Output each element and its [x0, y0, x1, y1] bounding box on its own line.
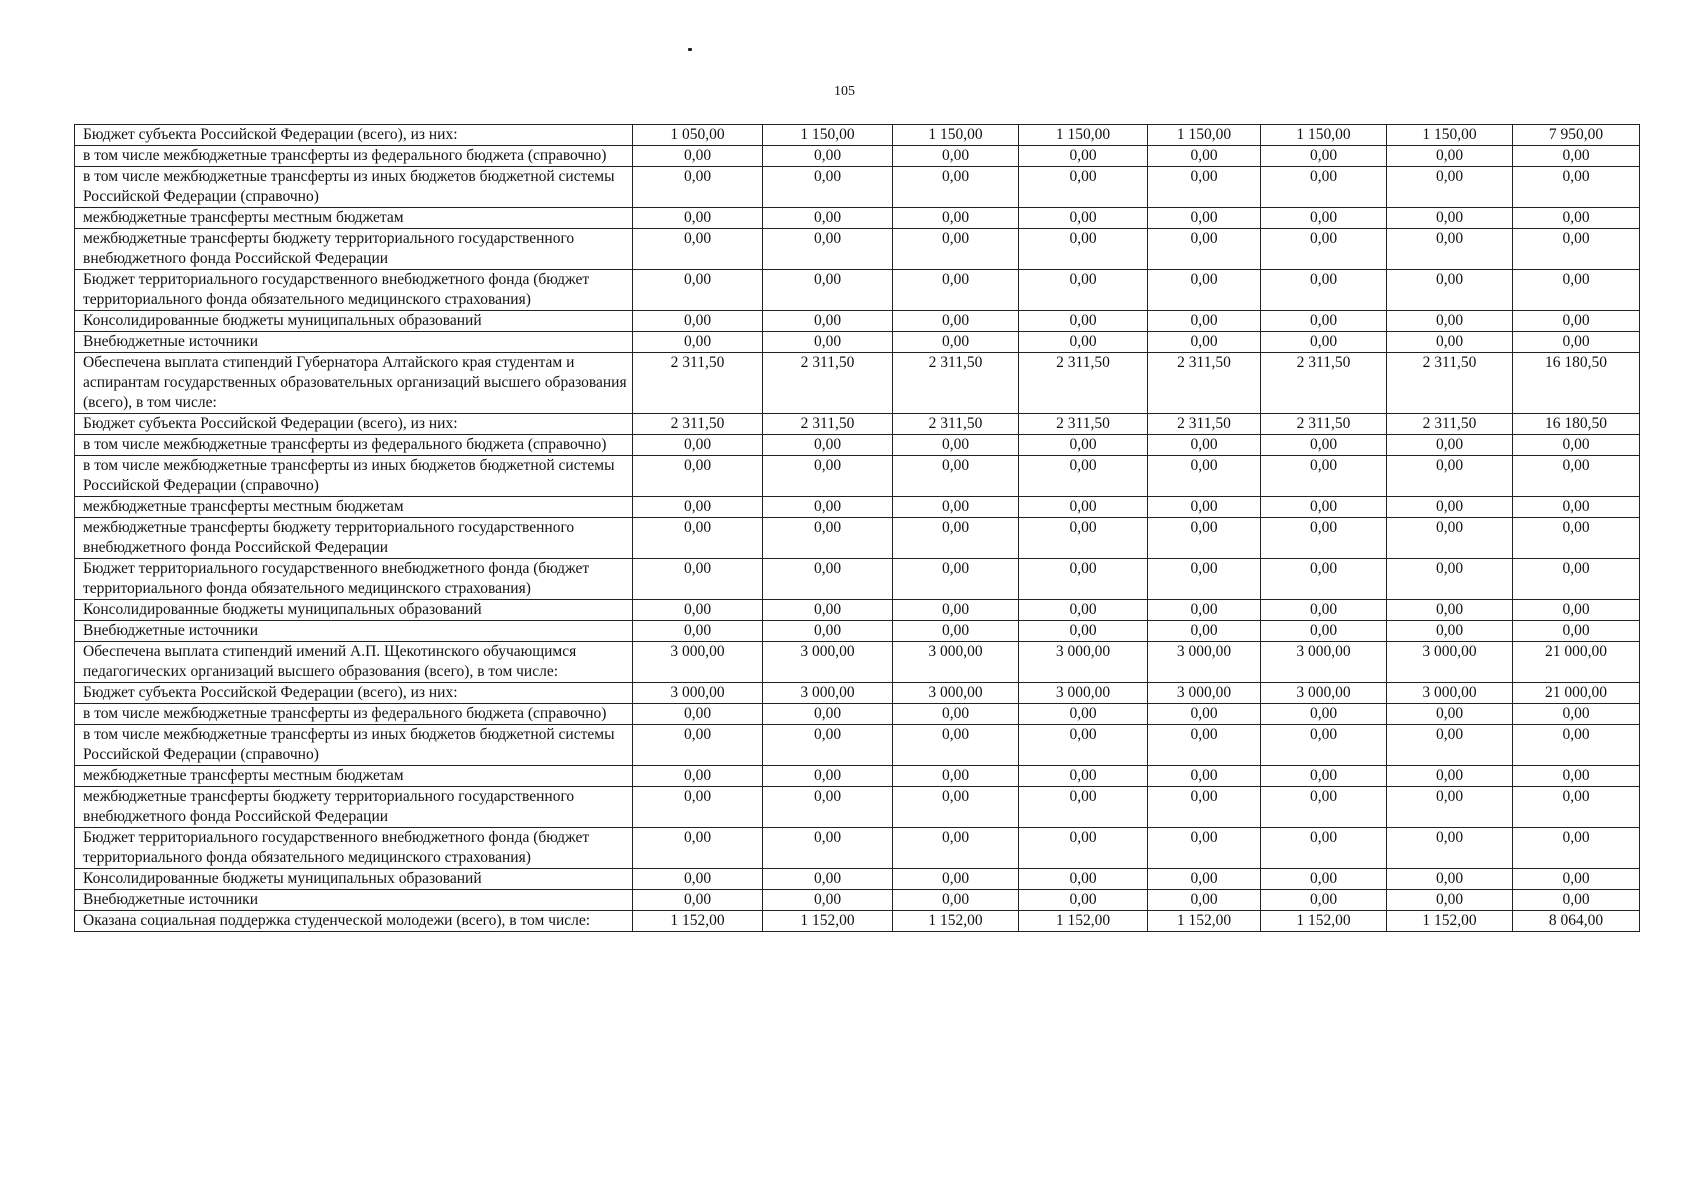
table-row: [75, 766, 1640, 787]
row-year-value: 1 150,00: [1019, 125, 1148, 146]
row-year-value: 2 311,50: [893, 414, 1019, 435]
row-year-value: 1 050,00: [633, 125, 763, 146]
row-total-value: 0,00: [1513, 600, 1640, 621]
table-row: [75, 642, 1640, 683]
row-total-value: 0,00: [1513, 621, 1640, 642]
row-year-value: 0,00: [1019, 311, 1148, 332]
row-year-value: 0,00: [633, 704, 763, 725]
row-total-value: 0,00: [1513, 435, 1640, 456]
row-year-value: 0,00: [893, 208, 1019, 229]
row-year-value: 0,00: [633, 787, 763, 828]
row-total-value: 8 064,00: [1513, 911, 1640, 932]
row-year-value: 1 152,00: [1019, 911, 1148, 932]
row-label: в том числе межбюджетные трансферты из иных бюджетов бюджетной системы Российской Федерации (справочно): [75, 167, 633, 208]
row-total-value: 0,00: [1513, 146, 1640, 167]
row-year-value: 0,00: [1019, 869, 1148, 890]
row-year-value: 0,00: [1148, 869, 1261, 890]
row-year-value: 1 152,00: [1387, 911, 1513, 932]
row-year-value: 0,00: [1019, 208, 1148, 229]
row-total-value: 0,00: [1513, 311, 1640, 332]
row-year-value: 2 311,50: [893, 353, 1019, 414]
table-row: [75, 828, 1640, 869]
row-year-value: 0,00: [633, 766, 763, 787]
row-year-value: 0,00: [1387, 890, 1513, 911]
row-total-value: 0,00: [1513, 518, 1640, 559]
row-label: Внебюджетные источники: [75, 890, 633, 911]
row-label: Обеспечена выплата стипендий имений А.П. Щекотинского обучающимся педагогических организаций высшего образования (всего), в том числе:: [75, 642, 633, 683]
row-total-value: 21 000,00: [1513, 683, 1640, 704]
row-year-value: 0,00: [1148, 332, 1261, 353]
row-year-value: 2 311,50: [1387, 414, 1513, 435]
row-year-value: 0,00: [1387, 621, 1513, 642]
row-year-value: 0,00: [763, 725, 893, 766]
row-year-value: 0,00: [633, 559, 763, 600]
row-year-value: 0,00: [893, 890, 1019, 911]
row-year-value: 0,00: [1148, 621, 1261, 642]
row-year-value: 0,00: [1261, 146, 1387, 167]
row-total-value: 0,00: [1513, 725, 1640, 766]
row-year-value: 0,00: [893, 270, 1019, 311]
scan-artifact-dot: [688, 48, 692, 51]
row-year-value: 0,00: [1148, 559, 1261, 600]
table-row: [75, 890, 1640, 911]
row-year-value: 0,00: [1148, 766, 1261, 787]
row-year-value: 0,00: [1387, 704, 1513, 725]
table-row: [75, 559, 1640, 600]
table-row: [75, 229, 1640, 270]
row-year-value: 0,00: [1019, 559, 1148, 600]
row-year-value: 0,00: [1261, 208, 1387, 229]
row-year-value: 0,00: [1261, 869, 1387, 890]
row-year-value: 0,00: [1261, 725, 1387, 766]
row-year-value: 1 150,00: [1261, 125, 1387, 146]
table-row: [75, 435, 1640, 456]
row-year-value: 2 311,50: [1261, 353, 1387, 414]
row-year-value: 3 000,00: [763, 642, 893, 683]
row-label: Внебюджетные источники: [75, 621, 633, 642]
row-year-value: 0,00: [633, 621, 763, 642]
row-year-value: 0,00: [633, 332, 763, 353]
table-row: [75, 353, 1640, 414]
row-year-value: 0,00: [763, 456, 893, 497]
row-total-value: 0,00: [1513, 456, 1640, 497]
row-year-value: 0,00: [1261, 167, 1387, 208]
row-year-value: 0,00: [763, 787, 893, 828]
row-total-value: 0,00: [1513, 208, 1640, 229]
row-year-value: 0,00: [1387, 828, 1513, 869]
row-year-value: 0,00: [1261, 621, 1387, 642]
row-year-value: 0,00: [1019, 766, 1148, 787]
row-total-value: 0,00: [1513, 167, 1640, 208]
row-year-value: 0,00: [763, 518, 893, 559]
row-year-value: 0,00: [763, 766, 893, 787]
row-label: межбюджетные трансферты бюджету территориального государственного внебюджетного фонда Российской Федерации: [75, 229, 633, 270]
row-label: Консолидированные бюджеты муниципальных образований: [75, 311, 633, 332]
row-year-value: 0,00: [1148, 828, 1261, 869]
row-year-value: 0,00: [633, 270, 763, 311]
row-year-value: 0,00: [1019, 704, 1148, 725]
table-row: [75, 600, 1640, 621]
row-total-value: 0,00: [1513, 270, 1640, 311]
row-year-value: 0,00: [1148, 146, 1261, 167]
row-year-value: 0,00: [1148, 270, 1261, 311]
row-year-value: 0,00: [1387, 311, 1513, 332]
row-year-value: 0,00: [633, 600, 763, 621]
table-row: [75, 497, 1640, 518]
row-year-value: 0,00: [1387, 518, 1513, 559]
row-year-value: 0,00: [763, 208, 893, 229]
row-label: Бюджет территориального государственного внебюджетного фонда (бюджет территориального фонда обязательного медицинского страхования): [75, 270, 633, 311]
table-row: [75, 621, 1640, 642]
row-year-value: 0,00: [763, 621, 893, 642]
table-row: [75, 167, 1640, 208]
row-year-value: 0,00: [893, 146, 1019, 167]
row-year-value: 0,00: [1148, 725, 1261, 766]
row-year-value: 0,00: [1019, 621, 1148, 642]
row-year-value: 0,00: [1261, 518, 1387, 559]
row-year-value: 1 150,00: [1148, 125, 1261, 146]
row-year-value: 0,00: [893, 497, 1019, 518]
row-year-value: 0,00: [1261, 766, 1387, 787]
row-year-value: 0,00: [633, 518, 763, 559]
row-year-value: 0,00: [1148, 890, 1261, 911]
row-year-value: 0,00: [1387, 559, 1513, 600]
budget-table: [74, 124, 1640, 932]
row-year-value: 0,00: [893, 435, 1019, 456]
row-year-value: 0,00: [893, 704, 1019, 725]
row-label: межбюджетные трансферты бюджету территориального государственного внебюджетного фонда Российской Федерации: [75, 787, 633, 828]
row-year-value: 0,00: [1261, 890, 1387, 911]
row-label: Консолидированные бюджеты муниципальных образований: [75, 869, 633, 890]
row-label: Бюджет территориального государственного внебюджетного фонда (бюджет территориального фонда обязательного медицинского страхования): [75, 828, 633, 869]
row-year-value: 0,00: [1261, 435, 1387, 456]
row-year-value: 0,00: [1148, 518, 1261, 559]
row-year-value: 0,00: [1148, 208, 1261, 229]
row-label: Бюджет субъекта Российской Федерации (всего), из них:: [75, 125, 633, 146]
table-row: [75, 869, 1640, 890]
row-year-value: 2 311,50: [633, 414, 763, 435]
row-year-value: 0,00: [633, 869, 763, 890]
row-year-value: 0,00: [633, 146, 763, 167]
row-year-value: 0,00: [763, 828, 893, 869]
row-year-value: 0,00: [1387, 146, 1513, 167]
row-year-value: 0,00: [1019, 725, 1148, 766]
row-year-value: 0,00: [633, 311, 763, 332]
row-year-value: 3 000,00: [1261, 642, 1387, 683]
row-year-value: 0,00: [893, 828, 1019, 869]
row-year-value: 3 000,00: [1019, 642, 1148, 683]
row-total-value: 0,00: [1513, 869, 1640, 890]
table-row: [75, 414, 1640, 435]
row-year-value: 0,00: [1261, 787, 1387, 828]
row-year-value: 0,00: [763, 311, 893, 332]
row-year-value: 0,00: [1148, 167, 1261, 208]
row-year-value: 0,00: [1261, 559, 1387, 600]
row-total-value: 0,00: [1513, 828, 1640, 869]
row-year-value: 3 000,00: [1148, 683, 1261, 704]
row-year-value: 1 152,00: [763, 911, 893, 932]
row-total-value: 0,00: [1513, 332, 1640, 353]
row-label: в том числе межбюджетные трансферты из федерального бюджета (справочно): [75, 704, 633, 725]
row-year-value: 0,00: [1387, 787, 1513, 828]
row-year-value: 0,00: [1019, 435, 1148, 456]
row-year-value: 0,00: [1019, 890, 1148, 911]
table-row: [75, 208, 1640, 229]
row-year-value: 0,00: [1148, 497, 1261, 518]
row-year-value: 3 000,00: [893, 642, 1019, 683]
row-year-value: 0,00: [1387, 456, 1513, 497]
row-year-value: 2 311,50: [1148, 353, 1261, 414]
row-year-value: 0,00: [1261, 270, 1387, 311]
row-year-value: 0,00: [1148, 787, 1261, 828]
row-year-value: 0,00: [893, 311, 1019, 332]
row-year-value: 0,00: [763, 559, 893, 600]
table-row: [75, 270, 1640, 311]
table-body: [75, 125, 1640, 932]
row-year-value: 0,00: [893, 518, 1019, 559]
row-year-value: 0,00: [763, 167, 893, 208]
row-year-value: 1 150,00: [763, 125, 893, 146]
row-year-value: 0,00: [633, 890, 763, 911]
row-year-value: 0,00: [1387, 766, 1513, 787]
table-row: [75, 683, 1640, 704]
row-year-value: 0,00: [1019, 270, 1148, 311]
row-total-value: 0,00: [1513, 559, 1640, 600]
row-year-value: 0,00: [1019, 518, 1148, 559]
row-year-value: 0,00: [633, 725, 763, 766]
row-year-value: 0,00: [893, 229, 1019, 270]
row-year-value: 0,00: [1261, 600, 1387, 621]
row-year-value: 0,00: [1261, 704, 1387, 725]
row-year-value: 2 311,50: [1387, 353, 1513, 414]
row-year-value: 3 000,00: [1387, 642, 1513, 683]
row-year-value: 0,00: [1148, 435, 1261, 456]
row-year-value: 1 150,00: [893, 125, 1019, 146]
row-year-value: 0,00: [893, 621, 1019, 642]
row-year-value: 0,00: [763, 229, 893, 270]
row-year-value: 0,00: [1387, 497, 1513, 518]
row-year-value: 0,00: [633, 208, 763, 229]
row-year-value: 2 311,50: [1019, 353, 1148, 414]
row-year-value: 0,00: [893, 869, 1019, 890]
row-year-value: 0,00: [1019, 600, 1148, 621]
row-year-value: 2 311,50: [763, 353, 893, 414]
row-year-value: 0,00: [1019, 787, 1148, 828]
row-year-value: 0,00: [1261, 229, 1387, 270]
row-label: Бюджет субъекта Российской Федерации (всего), из них:: [75, 414, 633, 435]
row-year-value: 3 000,00: [763, 683, 893, 704]
row-year-value: 0,00: [633, 435, 763, 456]
table-row: [75, 311, 1640, 332]
row-year-value: 0,00: [1387, 725, 1513, 766]
row-year-value: 0,00: [893, 559, 1019, 600]
row-year-value: 0,00: [1261, 828, 1387, 869]
row-label: Консолидированные бюджеты муниципальных образований: [75, 600, 633, 621]
row-year-value: 0,00: [1019, 167, 1148, 208]
row-year-value: 2 311,50: [633, 353, 763, 414]
row-label: Бюджет территориального государственного внебюджетного фонда (бюджет территориального фонда обязательного медицинского страхования): [75, 559, 633, 600]
row-year-value: 3 000,00: [1261, 683, 1387, 704]
row-label: Оказана социальная поддержка студенческой молодежи (всего), в том числе:: [75, 911, 633, 932]
row-total-value: 0,00: [1513, 766, 1640, 787]
row-year-value: 0,00: [763, 146, 893, 167]
row-year-value: 0,00: [633, 456, 763, 497]
row-year-value: 1 152,00: [1261, 911, 1387, 932]
row-year-value: 3 000,00: [633, 642, 763, 683]
row-year-value: 0,00: [1148, 311, 1261, 332]
row-year-value: 0,00: [1261, 332, 1387, 353]
row-label: в том числе межбюджетные трансферты из иных бюджетов бюджетной системы Российской Федерации (справочно): [75, 456, 633, 497]
row-year-value: 0,00: [1261, 311, 1387, 332]
row-label: межбюджетные трансферты местным бюджетам: [75, 766, 633, 787]
row-year-value: 1 152,00: [633, 911, 763, 932]
row-total-value: 7 950,00: [1513, 125, 1640, 146]
table-row: [75, 146, 1640, 167]
row-year-value: 0,00: [763, 497, 893, 518]
row-total-value: 0,00: [1513, 229, 1640, 270]
table-row: [75, 911, 1640, 932]
row-year-value: 0,00: [763, 600, 893, 621]
row-year-value: 0,00: [1387, 435, 1513, 456]
row-year-value: 0,00: [893, 766, 1019, 787]
row-year-value: 0,00: [1261, 456, 1387, 497]
table-row: [75, 332, 1640, 353]
row-year-value: 0,00: [1387, 869, 1513, 890]
row-total-value: 0,00: [1513, 497, 1640, 518]
row-year-value: 0,00: [893, 787, 1019, 828]
row-year-value: 0,00: [633, 828, 763, 869]
row-total-value: 21 000,00: [1513, 642, 1640, 683]
row-year-value: 0,00: [763, 332, 893, 353]
row-total-value: 16 180,50: [1513, 353, 1640, 414]
row-year-value: 0,00: [1387, 600, 1513, 621]
row-year-value: 0,00: [763, 869, 893, 890]
row-year-value: 0,00: [893, 456, 1019, 497]
row-year-value: 2 311,50: [1148, 414, 1261, 435]
row-year-value: 1 152,00: [893, 911, 1019, 932]
row-year-value: 0,00: [1019, 146, 1148, 167]
row-year-value: 0,00: [1019, 497, 1148, 518]
row-year-value: 0,00: [893, 725, 1019, 766]
row-year-value: 0,00: [1019, 229, 1148, 270]
row-total-value: 0,00: [1513, 890, 1640, 911]
row-year-value: 0,00: [1261, 497, 1387, 518]
row-label: межбюджетные трансферты бюджету территориального государственного внебюджетного фонда Российской Федерации: [75, 518, 633, 559]
row-year-value: 0,00: [763, 435, 893, 456]
row-year-value: 0,00: [1387, 332, 1513, 353]
table-row: [75, 518, 1640, 559]
row-label: Внебюджетные источники: [75, 332, 633, 353]
row-year-value: 0,00: [763, 704, 893, 725]
row-year-value: 2 311,50: [763, 414, 893, 435]
row-year-value: 0,00: [893, 332, 1019, 353]
row-year-value: 0,00: [1019, 456, 1148, 497]
row-year-value: 0,00: [1387, 208, 1513, 229]
row-year-value: 0,00: [893, 600, 1019, 621]
table-row: [75, 787, 1640, 828]
page-number: 105: [834, 84, 855, 99]
row-year-value: 3 000,00: [1019, 683, 1148, 704]
table-row: [75, 456, 1640, 497]
row-label: в том числе межбюджетные трансферты из федерального бюджета (справочно): [75, 146, 633, 167]
row-year-value: 2 311,50: [1261, 414, 1387, 435]
row-year-value: 0,00: [763, 270, 893, 311]
row-year-value: 0,00: [1387, 229, 1513, 270]
row-label: Бюджет субъекта Российской Федерации (всего), из них:: [75, 683, 633, 704]
row-total-value: 0,00: [1513, 787, 1640, 828]
row-year-value: 0,00: [1148, 229, 1261, 270]
row-year-value: 0,00: [1387, 270, 1513, 311]
row-year-value: 3 000,00: [633, 683, 763, 704]
row-year-value: 0,00: [1019, 332, 1148, 353]
row-year-value: 1 152,00: [1148, 911, 1261, 932]
row-year-value: 0,00: [1148, 704, 1261, 725]
row-year-value: 0,00: [893, 167, 1019, 208]
table-row: [75, 704, 1640, 725]
row-year-value: 3 000,00: [1148, 642, 1261, 683]
row-year-value: 3 000,00: [893, 683, 1019, 704]
row-total-value: 0,00: [1513, 704, 1640, 725]
row-label: в том числе межбюджетные трансферты из иных бюджетов бюджетной системы Российской Федерации (справочно): [75, 725, 633, 766]
table-row: [75, 125, 1640, 146]
row-label: межбюджетные трансферты местным бюджетам: [75, 497, 633, 518]
row-year-value: 0,00: [633, 167, 763, 208]
row-label: в том числе межбюджетные трансферты из федерального бюджета (справочно): [75, 435, 633, 456]
row-year-value: 0,00: [1387, 167, 1513, 208]
row-year-value: 0,00: [633, 497, 763, 518]
row-year-value: 0,00: [1148, 456, 1261, 497]
row-year-value: 0,00: [1148, 600, 1261, 621]
row-year-value: 3 000,00: [1387, 683, 1513, 704]
row-year-value: 2 311,50: [1019, 414, 1148, 435]
row-year-value: 0,00: [633, 229, 763, 270]
table-row: [75, 725, 1640, 766]
row-label: Обеспечена выплата стипендий Губернатора Алтайского края студентам и аспирантам государственных образовательных организаций высшего образования (всего), в том числе:: [75, 353, 633, 414]
row-year-value: 0,00: [1019, 828, 1148, 869]
row-year-value: 0,00: [763, 890, 893, 911]
row-label: межбюджетные трансферты местным бюджетам: [75, 208, 633, 229]
row-total-value: 16 180,50: [1513, 414, 1640, 435]
row-year-value: 1 150,00: [1387, 125, 1513, 146]
